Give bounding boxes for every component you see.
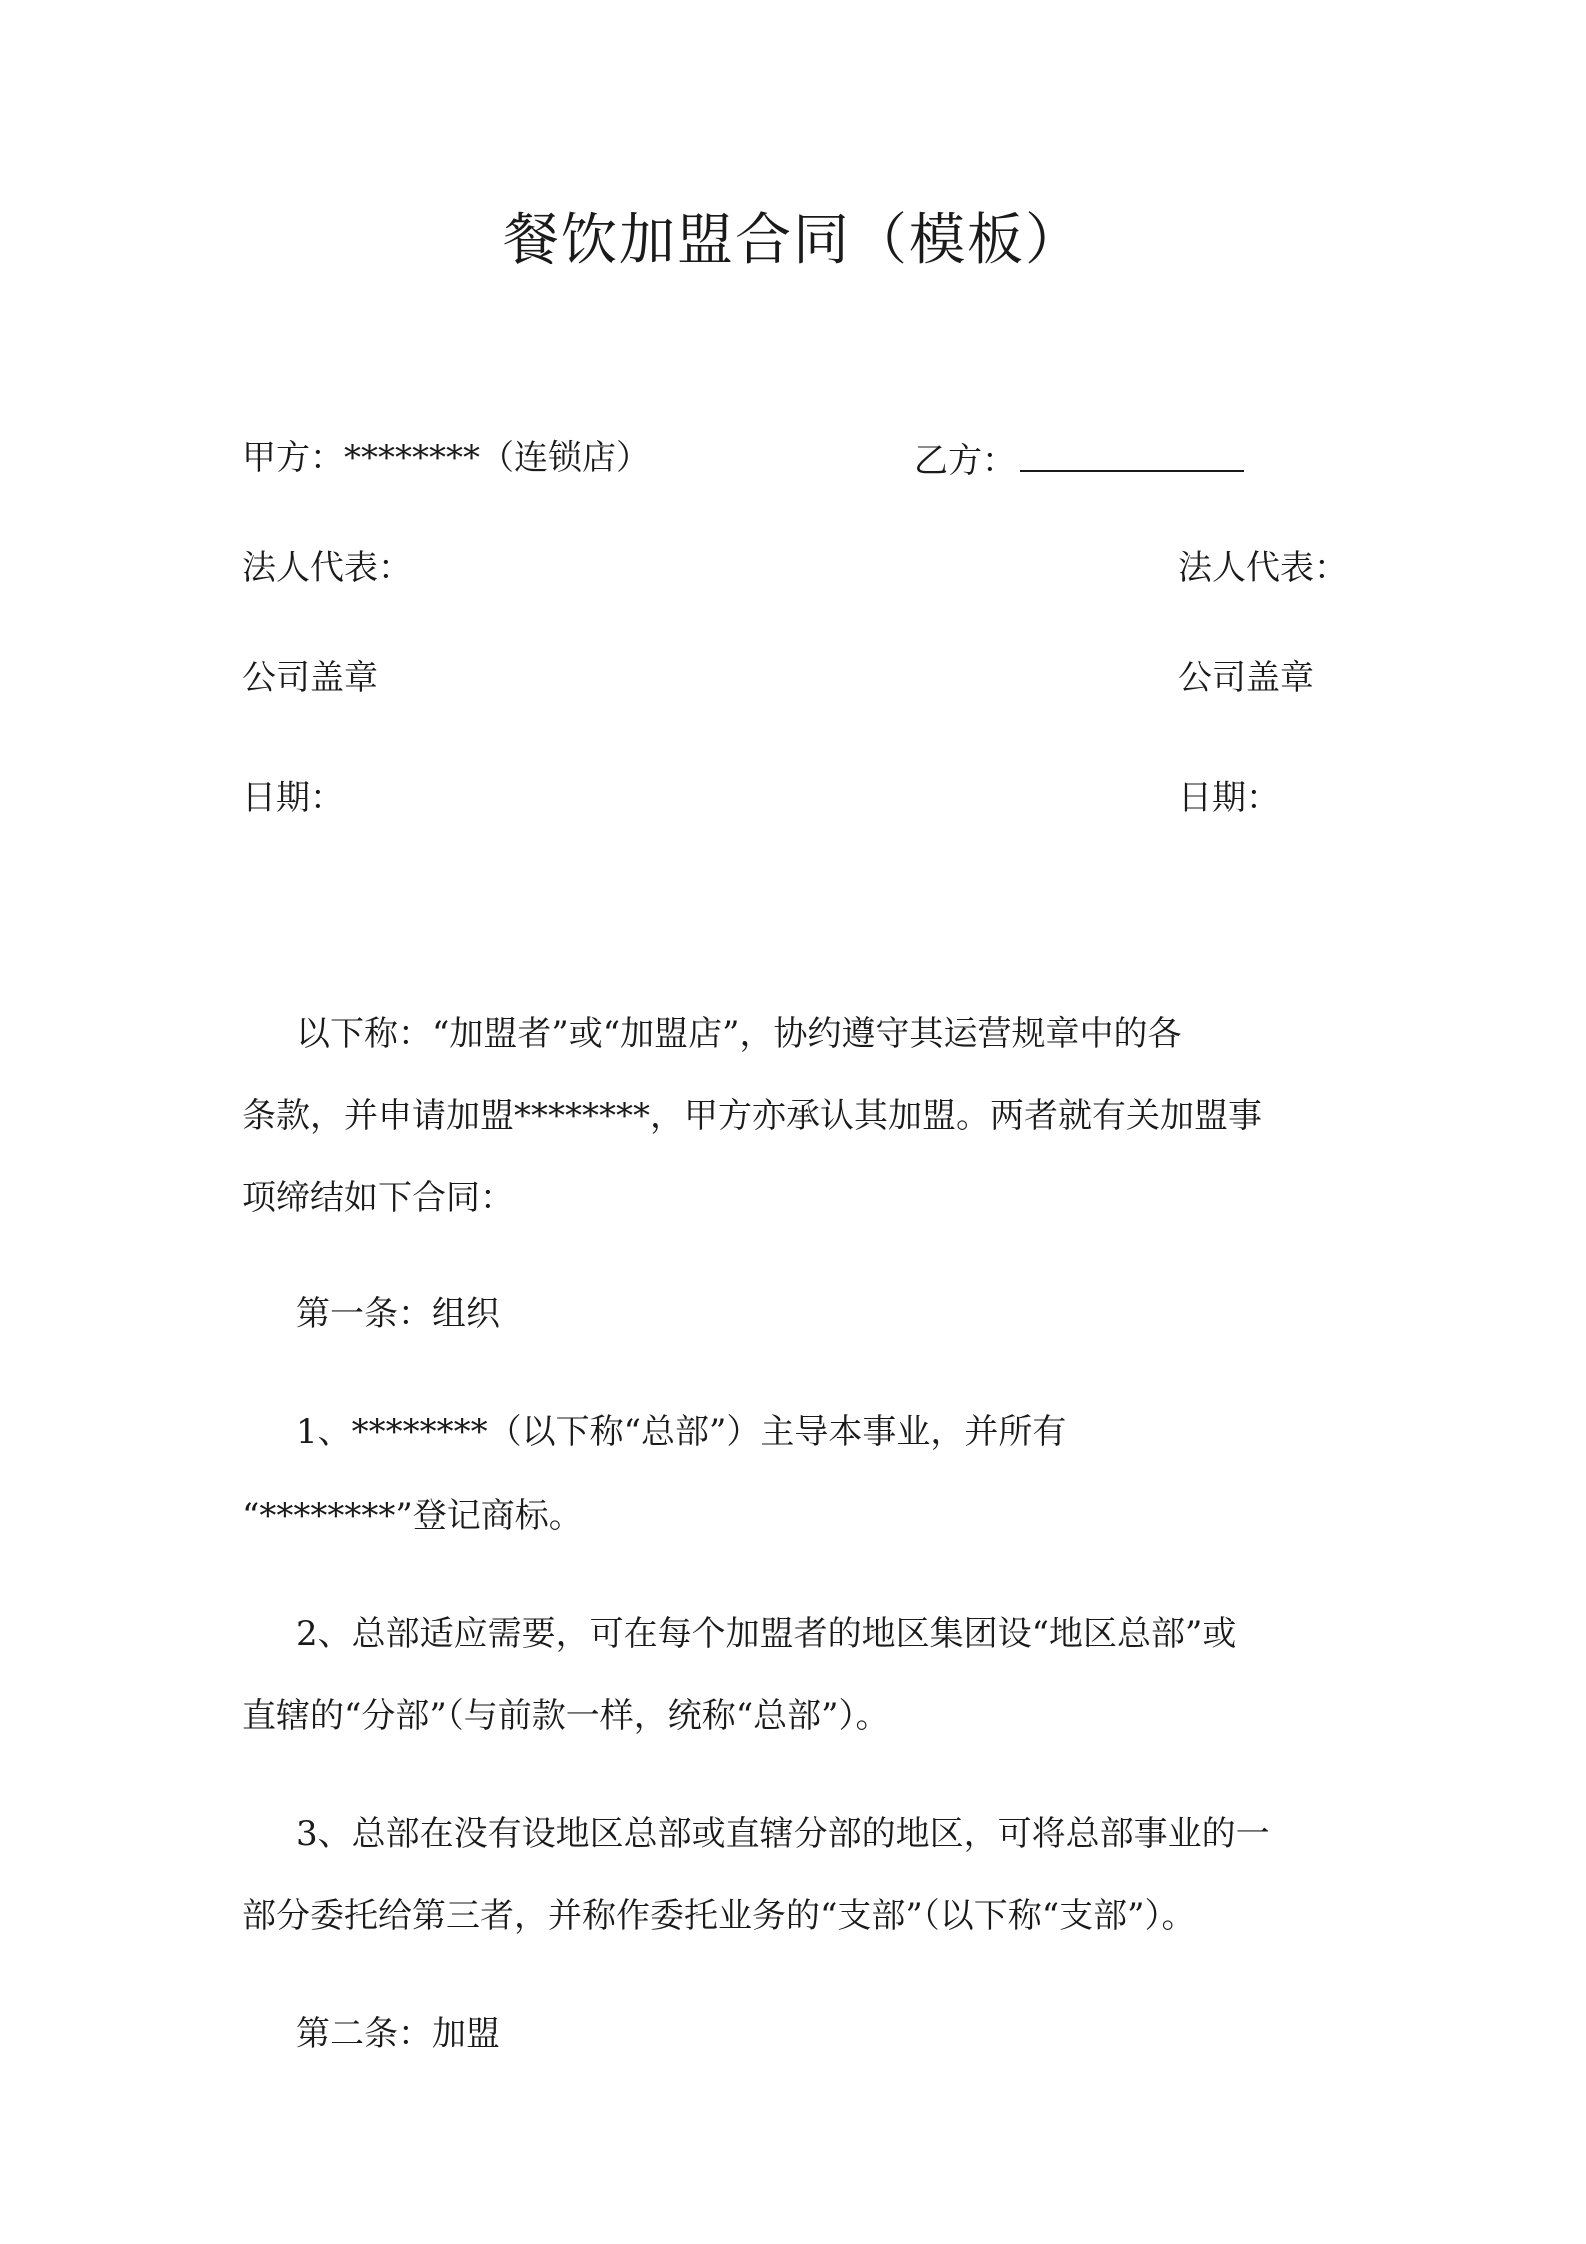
intro-line-1: 以下称：“加盟者”或“加盟店”，协约遵守其运营规章中的各 (296, 1014, 1182, 1054)
intro-line-3: 项缔结如下合同： (242, 1178, 514, 1218)
clause-1-line-2: “********”登记商标。 (242, 1496, 583, 1536)
date-right: 日期： (1178, 778, 1280, 818)
intro-line-2: 条款，并申请加盟********，甲方亦承认其加盟。两者就有关加盟事 (242, 1096, 1262, 1136)
date-left: 日期： (242, 778, 344, 818)
seal-left: 公司盖章 (242, 658, 378, 698)
article-1-heading: 第一条：组织 (296, 1294, 500, 1334)
party-b (914, 436, 1244, 483)
clause-1-line-1: 1、********（以下称“总部”）主导本事业，并所有 (296, 1412, 1067, 1452)
clause-2-line-1: 2、总部适应需要，可在每个加盟者的地区集团设“地区总部”或 (296, 1614, 1237, 1654)
clause-3-line-2: 部分委托给第三者，并称作委托业务的“支部”（以下称“支部”）。 (242, 1896, 1196, 1936)
seal-right: 公司盖章 (1178, 658, 1314, 698)
party-a: 甲方：********（连锁店） (242, 438, 650, 478)
legal-rep-right: 法人代表： (1178, 548, 1348, 588)
clause-2-line-2: 直辖的“分部”（与前款一样，统称“总部”）。 (242, 1696, 890, 1736)
article-2-heading: 第二条：加盟 (296, 2014, 500, 2054)
legal-rep-left: 法人代表： (242, 548, 412, 588)
party-b-label: 乙方： (914, 441, 1016, 481)
party-b-blank-line (1020, 436, 1244, 472)
clause-3-line-1: 3、总部在没有设地区总部或直辖分部的地区，可将总部事业的一 (296, 1814, 1270, 1854)
document-title: 餐饮加盟合同（模板） (503, 208, 1083, 273)
